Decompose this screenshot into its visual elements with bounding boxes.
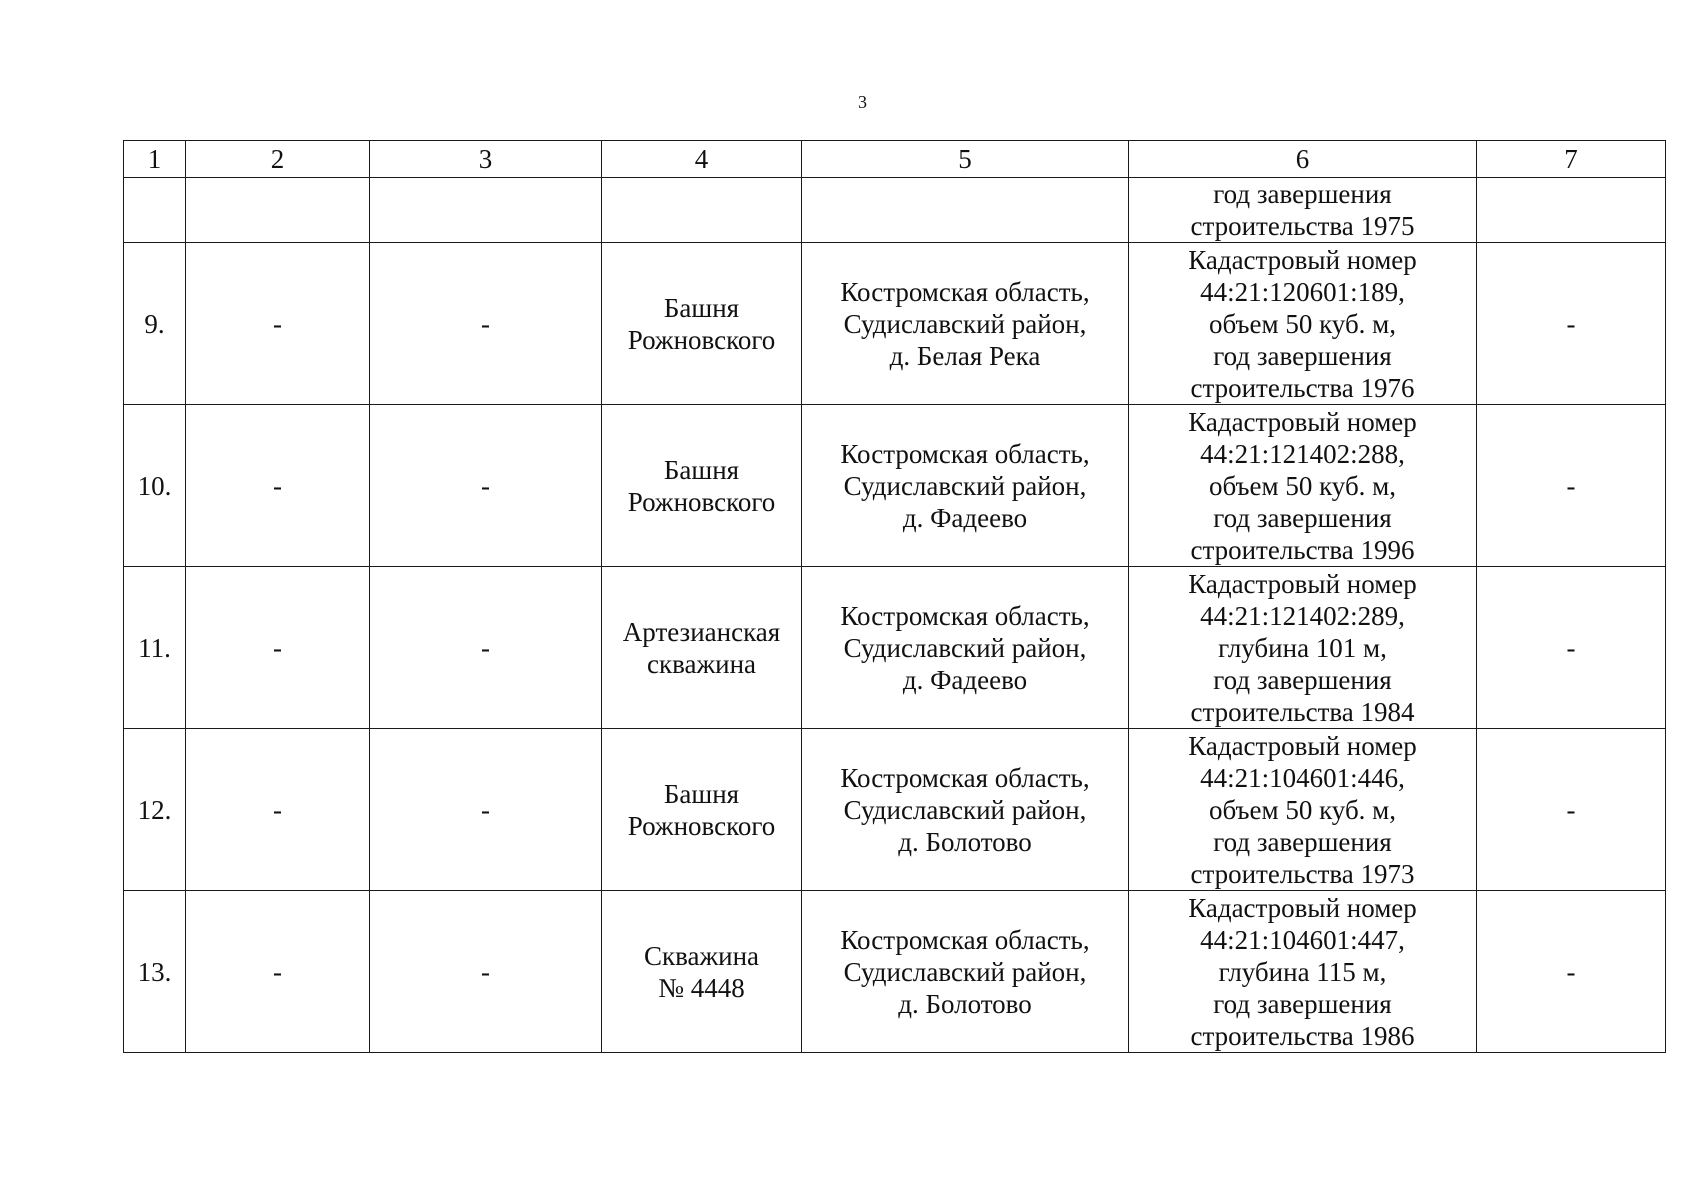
- details-line: строительства 1996: [1190, 534, 1415, 565]
- column-header: 2: [186, 141, 370, 178]
- details-line: объем 50 куб. м,: [1208, 470, 1397, 501]
- details-line: строительства 1976: [1190, 372, 1415, 403]
- object-name-cell: [602, 891, 802, 1053]
- object-name-line: скважина: [646, 648, 756, 679]
- details-cell: [1129, 891, 1477, 1053]
- address-line: д. Белая Река: [889, 340, 1041, 371]
- object-name-line: Скважина: [643, 940, 760, 971]
- registry-table: [123, 140, 1666, 1053]
- column-header: 3: [370, 141, 602, 178]
- column-3-cell: -: [370, 243, 602, 405]
- column-2-cell: -: [186, 243, 370, 405]
- column-7-cell: -: [1477, 891, 1666, 1053]
- column-header: 6: [1129, 141, 1477, 178]
- address-cell: [802, 567, 1129, 729]
- object-name-cell: [602, 243, 802, 405]
- column-3-cell: -: [370, 891, 602, 1053]
- object-name-line: Башня: [663, 454, 740, 485]
- object-name-line: Рожновского: [627, 486, 776, 517]
- table-cell: [802, 178, 1129, 243]
- object-name-line: Рожновского: [627, 324, 776, 355]
- address-line: Костромская область,: [840, 438, 1090, 469]
- address-cell: [802, 891, 1129, 1053]
- details-line: 44:21:104601:446,: [1200, 762, 1405, 793]
- details-line: 44:21:120601:189,: [1200, 276, 1405, 307]
- object-name-line: Башня: [663, 778, 740, 809]
- object-name-line: Башня: [663, 292, 740, 323]
- address-line: Костромская область,: [840, 762, 1090, 793]
- address-line: Судиславский район,: [843, 794, 1087, 825]
- details-line: год завершения: [1213, 664, 1392, 695]
- details-cell: [1129, 405, 1477, 567]
- row-number-cell: 13.: [124, 891, 186, 1053]
- column-3-cell: -: [370, 567, 602, 729]
- details-line: глубина 101 м,: [1218, 632, 1387, 663]
- row-number-cell: 11.: [124, 567, 186, 729]
- page-number: 3: [858, 92, 867, 112]
- details-line: год завершения: [1213, 340, 1392, 371]
- address-line: Судиславский район,: [843, 956, 1087, 987]
- table-cell: [602, 178, 802, 243]
- column-2-cell: -: [186, 567, 370, 729]
- details-line: Кадастровый номер: [1188, 568, 1417, 599]
- address-line: Судиславский район,: [843, 470, 1087, 501]
- details-line: строительства 1984: [1190, 696, 1415, 727]
- object-name-line: Артезианская: [622, 616, 781, 647]
- object-name-cell: [602, 729, 802, 891]
- details-line: год завершения: [1213, 826, 1392, 857]
- details-line: объем 50 куб. м,: [1208, 794, 1397, 825]
- column-header: 7: [1477, 141, 1666, 178]
- address-line: Костромская область,: [840, 924, 1090, 955]
- row-number-cell: 12.: [124, 729, 186, 891]
- table-cell: [186, 178, 370, 243]
- row-number-cell: 9.: [124, 243, 186, 405]
- address-cell: [802, 729, 1129, 891]
- address-cell: [802, 405, 1129, 567]
- table-row: [124, 567, 1666, 729]
- details-line: 44:21:104601:447,: [1200, 924, 1405, 955]
- address-line: д. Болотово: [898, 826, 1032, 857]
- table-row: [124, 729, 1666, 891]
- details-cell: [1129, 178, 1477, 243]
- details-line: глубина 115 м,: [1218, 956, 1387, 987]
- details-line: год завершения: [1213, 988, 1392, 1019]
- details-cell: [1129, 567, 1477, 729]
- address-line: Судиславский район,: [843, 308, 1087, 339]
- column-3-cell: -: [370, 729, 602, 891]
- details-line: год завершения: [1213, 502, 1392, 533]
- row-number-cell: 10.: [124, 405, 186, 567]
- table-cell: [124, 178, 186, 243]
- table-cell: [1477, 178, 1666, 243]
- table-cell: [370, 178, 602, 243]
- object-name-line: Рожновского: [627, 810, 776, 841]
- address-line: Костромская область,: [840, 600, 1090, 631]
- details-line: Кадастровый номер: [1188, 406, 1417, 437]
- column-2-cell: -: [186, 891, 370, 1053]
- object-name-cell: [602, 405, 802, 567]
- object-name-line: № 4448: [658, 972, 745, 1003]
- details-line: год завершения: [1213, 179, 1392, 209]
- column-7-cell: -: [1477, 405, 1666, 567]
- details-line: 44:21:121402:289,: [1200, 600, 1405, 631]
- column-7-cell: -: [1477, 729, 1666, 891]
- details-line: объем 50 куб. м,: [1208, 308, 1397, 339]
- column-2-cell: -: [186, 729, 370, 891]
- column-7-cell: -: [1477, 567, 1666, 729]
- address-line: д. Болотово: [898, 988, 1032, 1019]
- column-header: 4: [602, 141, 802, 178]
- table-row: [124, 243, 1666, 405]
- object-name-cell: [602, 567, 802, 729]
- table-row: [124, 891, 1666, 1053]
- column-7-cell: -: [1477, 243, 1666, 405]
- details-line: Кадастровый номер: [1188, 730, 1417, 761]
- details-line: строительства 1975: [1190, 211, 1415, 241]
- address-line: Судиславский район,: [843, 632, 1087, 663]
- continuation-row: [124, 178, 1666, 243]
- column-2-cell: -: [186, 405, 370, 567]
- details-line: Кадастровый номер: [1188, 892, 1417, 923]
- address-line: Костромская область,: [840, 276, 1090, 307]
- details-line: строительства 1973: [1190, 858, 1415, 889]
- table-row: [124, 405, 1666, 567]
- address-cell: [802, 243, 1129, 405]
- details-line: строительства 1986: [1190, 1020, 1415, 1051]
- details-cell: [1129, 243, 1477, 405]
- details-line: Кадастровый номер: [1188, 244, 1417, 275]
- header-row: [124, 141, 1666, 178]
- column-header: 5: [802, 141, 1129, 178]
- column-header: 1: [124, 141, 186, 178]
- address-line: д. Фадеево: [902, 664, 1028, 695]
- details-line: 44:21:121402:288,: [1200, 438, 1405, 469]
- details-cell: [1129, 729, 1477, 891]
- address-line: д. Фадеево: [902, 502, 1028, 533]
- column-3-cell: -: [370, 405, 602, 567]
- rows-body: [124, 243, 1666, 1053]
